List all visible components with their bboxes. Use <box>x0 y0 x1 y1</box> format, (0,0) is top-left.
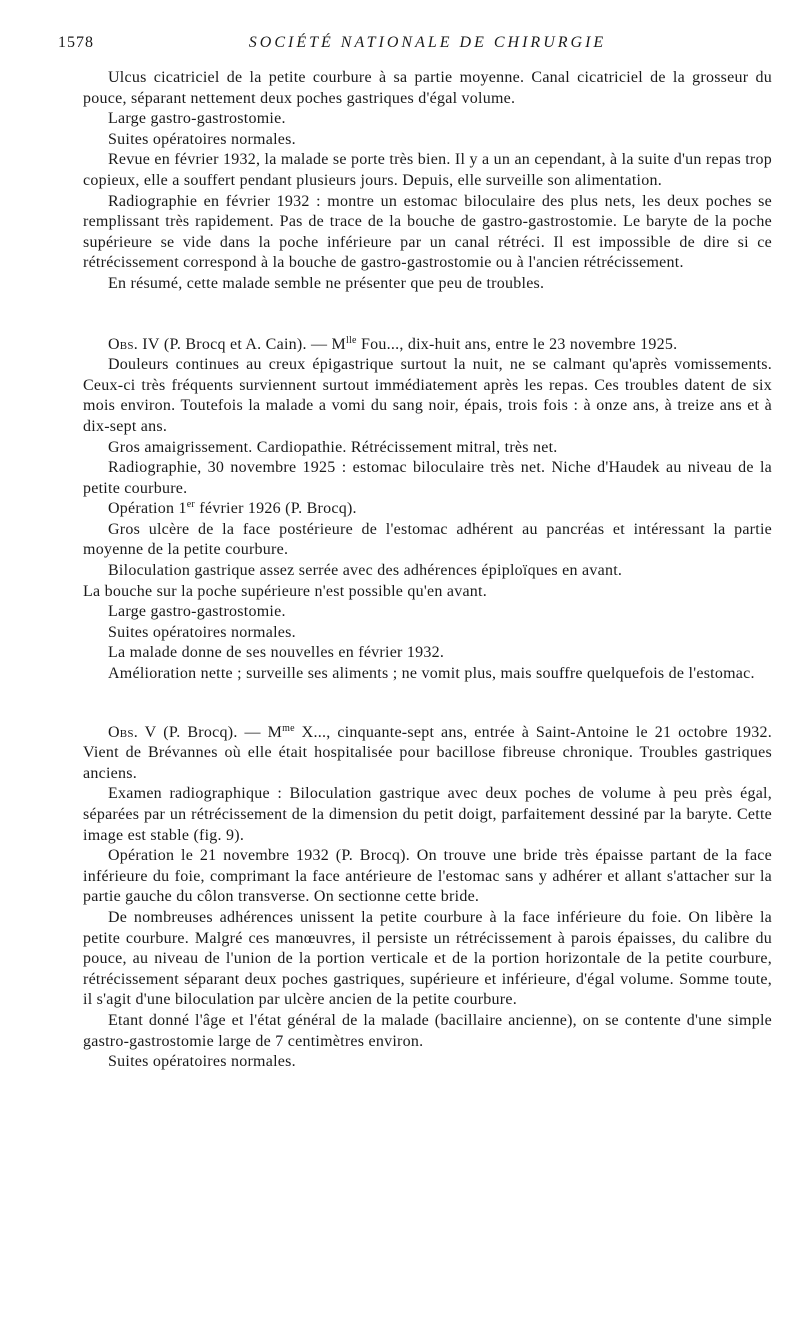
paragraph: Opération le 21 novembre 1932 (P. Brocq). On trouve une bride très épaisse partant de la face inférieure du foie, comprimant la face antérieure de l'estomac sans y adhérer et allant s'attacher sur la partie gauche du côlon transverse. On sectionne cette bride. <box>83 847 772 906</box>
paragraph: Biloculation gastrique assez serrée avec des adhérences épiploïques en avant. <box>108 562 623 580</box>
section-obs3-end <box>83 68 772 295</box>
section-gap <box>83 685 772 723</box>
running-head: SOCIÉTÉ NATIONALE DE CHIRURGIE <box>248 34 607 51</box>
paragraph: La bouche sur la poche supérieure n'est possible qu'en avant. <box>83 582 487 600</box>
observation-label: Obs. V <box>108 723 157 741</box>
paragraph: Radiographie en février 1932 : montre un estomac biloculaire des plus nets, les deux poches se remplissant très rapidement. Pas de trace de la bouche de gastro-gastrostomie. Le baryte de la poche supérieure se vide dans la poche inférieure par un canal rétréci. Il est impossible de dire si ce rétrécissement correspond à la bouche de gastro-gastrostomie ou à l'ancien rétrécissement. <box>83 192 772 272</box>
paragraph: Ulcus cicatriciel de la petite courbure à sa partie moyenne. Canal cicatriciel de la grosseur du pouce, séparant nettement deux poches gastriques d'égal volume. <box>83 69 772 107</box>
paragraph: Large gastro-gastrostomie. <box>108 110 286 128</box>
observation-heading: Obs. V (P. Brocq). — $M^{me}$ X..., cinquante-sept ans, entrée à Saint-Antoine le 21 octobre 1932. Vient de Brévannes où elle était hospitalisée pour bacillose fibreuse chronique. Troubles gastriques anciens. <box>83 722 773 782</box>
paragraph: Suites opératoires normales. <box>108 1053 296 1071</box>
section-obs4 <box>83 335 772 685</box>
paragraph: Examen radiographique : Biloculation gastrique avec deux poches de volume à peu près égal, séparées par un rétrécissement de la dimension du petit doigt, parfaitement dessiné par la baryte. Cette image est stable (fig. 9). <box>83 785 772 844</box>
section-gap <box>83 295 772 335</box>
page-number: 1578 <box>58 34 94 51</box>
paragraph: Gros amaigrissement. Cardiopathie. Rétrécissement mitral, très net. <box>108 438 558 456</box>
observation-heading: Obs. IV (P. Brocq et A. Cain). — $M^{lle}$ Fou..., dix-huit ans, entre le 23 novembre 1925. <box>108 334 678 353</box>
paragraph: Etant donné l'âge et l'état général de la malade (bacillaire ancienne), on se contente d'une simple gastro-gastrostomie large de 7 centimètres environ. <box>83 1011 772 1050</box>
page-header <box>58 34 772 68</box>
paragraph: Radiographie, 30 novembre 1925 : estomac biloculaire très net. Niche d'Haudek au niveau de la petite courbure. <box>83 459 772 497</box>
paragraph: De nombreuses adhérences unissent la petite courbure à la face inférieure du foie. On libère la petite courbure. Malgré ces manœuvres, il persiste un rétrécissement à parois épaisses, du calibre du pouce, au niveau de l'union de la portion verticale et de la portion horizontale de la petite courbure, rétrécissement séparant deux poches gastriques, supérieure et inférieure, d'égal volume. Somme toute, il s'agit d'une biloculation par ulcère ancien de la petite courbure. <box>83 908 772 1009</box>
paragraph: La malade donne de ses nouvelles en février 1932. <box>108 644 445 662</box>
paragraph: Gros ulcère de la face postérieure de l'estomac adhérent au pancréas et intéressant la partie moyenne de la petite courbure. <box>83 520 772 559</box>
paragraph: En résumé, cette malade semble ne présenter que peu de troubles. <box>108 274 545 292</box>
section-obs5 <box>83 723 772 1073</box>
paragraph: Douleurs continues au creux épigastrique surtout la nuit, ne se calmant qu'après vomissements. Ceux-ci très fréquents surviennent surtout immédiatement après les repas. Ces troubles datent de six mois environ. Toutefois la malade a vomi du sang noir, épais, trois fois : à onze ans, à treize ans et à dix-sept ans. <box>83 356 772 435</box>
paragraph: Suites opératoires normales. <box>108 130 296 148</box>
paragraph: Revue en février 1932, la malade se porte très bien. Il y a un an cependant, à la suite d'un repas trop copieux, elle a souffert pendant plusieurs jours. Depuis, elle surveille son alimentation. <box>83 151 772 189</box>
paragraph: Opération 1er février 1926 (P. Brocq). <box>108 499 357 518</box>
paragraph: Large gastro-gastrostomie. <box>108 603 286 621</box>
observation-label: Obs. IV <box>108 335 160 353</box>
paragraph: Suites opératoires normales. <box>108 623 296 641</box>
paragraph: Amélioration nette ; surveille ses aliments ; ne vomit plus, mais souffre quelquefois de l'estomac. <box>108 665 755 683</box>
